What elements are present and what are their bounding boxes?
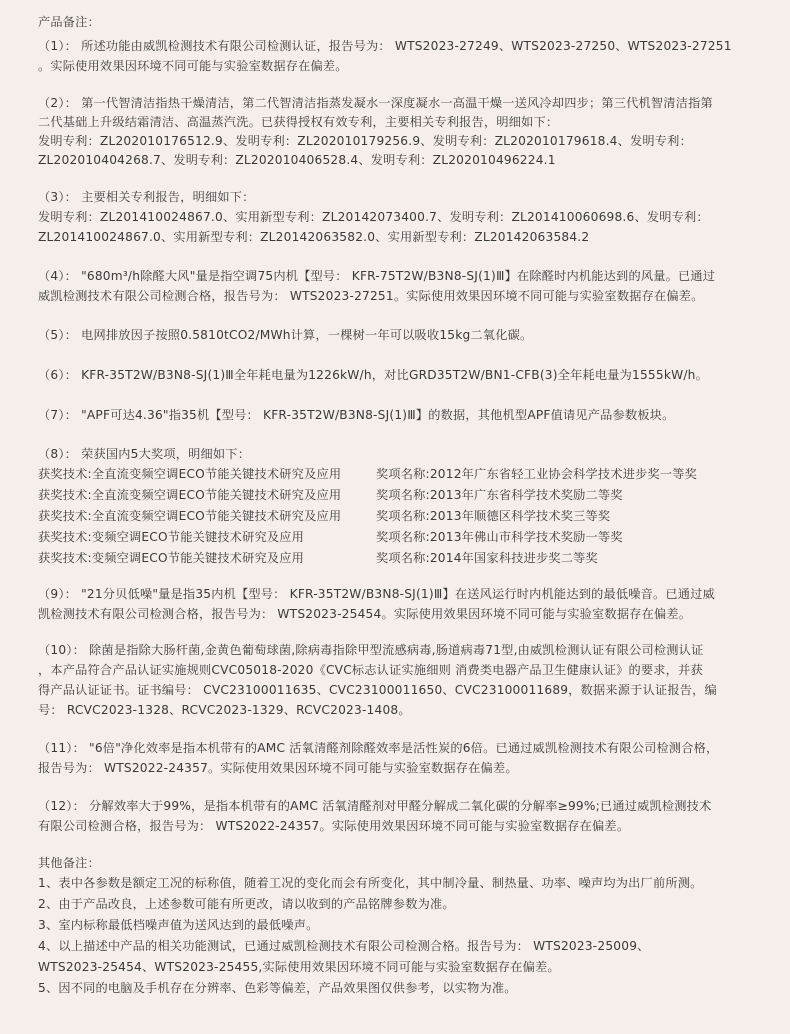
note-4-line-2: 威凯检测技术有限公司检测合格，报告号为： WTS2023-27251。实际使用效果因环境不同可能与实验室数据存在偏差。	[38, 289, 704, 303]
note-12-line-1: （12）： 分解效率大于99%，是指本机带有的AMC 活氧清醛剂对甲醛分解成二氧化碳的分解率≥99%;已通过威凯检测技术	[38, 799, 712, 813]
note-2-line-4: ZL202010404268.7、发明专利：ZL202010406528.4、发明专利：ZL202010496224.1	[38, 153, 556, 167]
note-9-line-1: （9）： "21分贝低噪"量是指35内机【型号： KFR-35T2W/B3N8-SJ(1)Ⅲ】在送风运行时内机能达到的最低噪音。已通过威	[38, 587, 715, 601]
other-note-line: 5、因不同的电脑及手机存在分辨率、色彩等偏差，产品效果图仅供参考，以实物为准。	[38, 981, 517, 995]
note-10-line-4: 号： RCVC2023-1328、RCVC2023-1329、RCVC2023-1408。	[38, 703, 411, 717]
award-tech: 获奖技术:变频空调ECO节能关键技术研究及应用	[38, 530, 305, 544]
note-11-line-2: 报告号为： WTS2022-24357。实际使用效果因环境不同可能与实验室数据存在偏差。	[38, 761, 518, 775]
other-note-line: WTS2023-25454、WTS2023-25455,实际使用效果因环境不同可能与实验室数据存在偏差。	[38, 960, 560, 974]
other-note-line: 1、表中各参数是额定工况的标称值，随着工况的变化而会有所变化，其中制冷量、制热量、功率、噪声均为出厂前所测。	[38, 876, 703, 890]
note-6-line-1: （6）： KFR-35T2W/B3N8-SJ(1)Ⅲ全年耗电量为1226kW/h，对比GRD35T2W/BN1-CFB(3)全年耗电量为1555kW/h。	[38, 368, 708, 382]
award-row	[38, 527, 623, 547]
other-note-line: 2、由于产品改良，上述参数可能有所更改，请以收到的产品铭牌参数为准。	[38, 897, 455, 911]
award-tech: 获奖技术:全直流变频空调ECO节能关键技术研究及应用	[38, 467, 342, 481]
award-row	[38, 506, 610, 526]
award-tech: 获奖技术:全直流变频空调ECO节能关键技术研究及应用	[38, 488, 342, 502]
note-11-line-1: （11）： "6倍"净化效率是指本机带有的AMC 活氧清醛剂除醛效率是活性炭的6倍。已通过威凯检测技术有限公司检测合格，	[38, 741, 719, 755]
note-12-line-2: 有限公司检测合格，报告号为： WTS2022-24357。实际使用效果因环境不同可能与实验室数据存在偏差。	[38, 819, 630, 833]
note-10-line-3: 得产品认证证书。证书编号： CVC23100011635、CVC23100011650、CVC23100011689，数据来源于认证报告，编	[38, 683, 717, 697]
note-7-line-1: （7）： "APF可达4.36"指35机【型号： KFR-35T2W/B3N8-SJ(1)Ⅲ】的数据，其他机型APF值请见产品参数板块。	[38, 408, 675, 422]
note-1-line-1: （1）： 所述功能由威凯检测技术有限公司检测认证，报告号为： WTS2023-27249、WTS2023-27250、WTS2023-27251	[38, 39, 732, 53]
note-3-line-2: 发明专利：ZL201410024867.0、实用新型专利：ZL20142073400.7、发明专利：ZL201410060698.6、发明专利：	[38, 210, 709, 224]
note-2-line-3: 发明专利：ZL202010176512.9、发明专利：ZL202010179256.9、发明专利：ZL202010179618.4、发明专利：	[38, 134, 692, 148]
note-9-line-2: 凯检测技术有限公司检测合格，报告号为： WTS2023-25454。实际使用效果因环境不同可能与实验室数据存在偏差。	[38, 607, 692, 621]
page-title: 产品备注：	[38, 15, 100, 29]
other-notes-title: 其他备注：	[38, 856, 100, 870]
note-1-line-2: 。实际使用效果因环境不同可能与实验室数据存在偏差。	[38, 59, 348, 73]
award-tech: 获奖技术:变频空调ECO节能关键技术研究及应用	[38, 551, 305, 565]
award-name: 奖项名称:2013年佛山市科学技术奖励一等奖	[376, 530, 623, 544]
note-4-line-1: （4）： "680m³/h除醛大风"量是指空调75内机【型号： KFR-75T2W/B3N8-SJ(1)Ⅲ】在除醛时内机能达到的风量。已通过	[38, 269, 716, 283]
award-row	[38, 485, 623, 505]
note-3-line-1: （3）： 主要相关专利报告，明细如下：	[38, 190, 255, 204]
award-name: 奖项名称:2013年广东省科学技术奖励二等奖	[376, 488, 623, 502]
award-name: 奖项名称:2014年国家科技进步奖二等奖	[376, 551, 598, 565]
note-8-intro: （8）： 荣获国内5大奖项，明细如下：	[38, 447, 251, 461]
other-note-line: 4、以上描述中产品的相关功能测试，已通过威凯检测技术有限公司检测合格。报告号为： WTS2023-25009、	[38, 939, 650, 953]
award-row	[38, 548, 598, 568]
award-tech: 获奖技术:全直流变频空调ECO节能关键技术研究及应用	[38, 509, 342, 523]
note-2-line-2: 二代基础上升级结霜清洁、高温蒸汽洗。已获得授权有效专利，主要相关专利报告，明细如下：	[38, 115, 559, 129]
other-note-line: 3、室内标称最低档噪声值为送风达到的最低噪声。	[38, 918, 319, 932]
award-name: 奖项名称:2013年顺德区科学技术奖三等奖	[376, 509, 611, 523]
note-5-line-1: （5）： 电网排放因子按照0.5810tCO2/MWh计算，一棵树一年可以吸收15kg二氧化碳。	[38, 328, 533, 342]
note-10-line-2: ，本产品符合产品认证实施规则CVC05018-2020《CVC标志认证实施细则 消费类电器产品卫生健康认证》的要求，并获	[38, 663, 703, 677]
note-10-line-1: （10）： 除菌是指除大肠杆菌,金黄色葡萄球菌,除病毒指除甲型流感病毒,肠道病毒71型,由威凯检测认证有限公司检测认证	[38, 643, 704, 657]
note-2-line-1: （2）： 第一代智清洁指热干燥清洁，第二代智清洁指蒸发凝水一深度凝水一高温干燥一送风冷却四步；第三代机智清洁指第	[38, 96, 713, 110]
award-name: 奖项名称:2012年广东省轻工业协会科学技术进步奖一等奖	[376, 467, 698, 481]
note-3-line-3: ZL201410024867.0、实用新型专利：ZL20142063582.0、实用新型专利：ZL20142063584.2	[38, 230, 590, 244]
award-row	[38, 464, 697, 484]
